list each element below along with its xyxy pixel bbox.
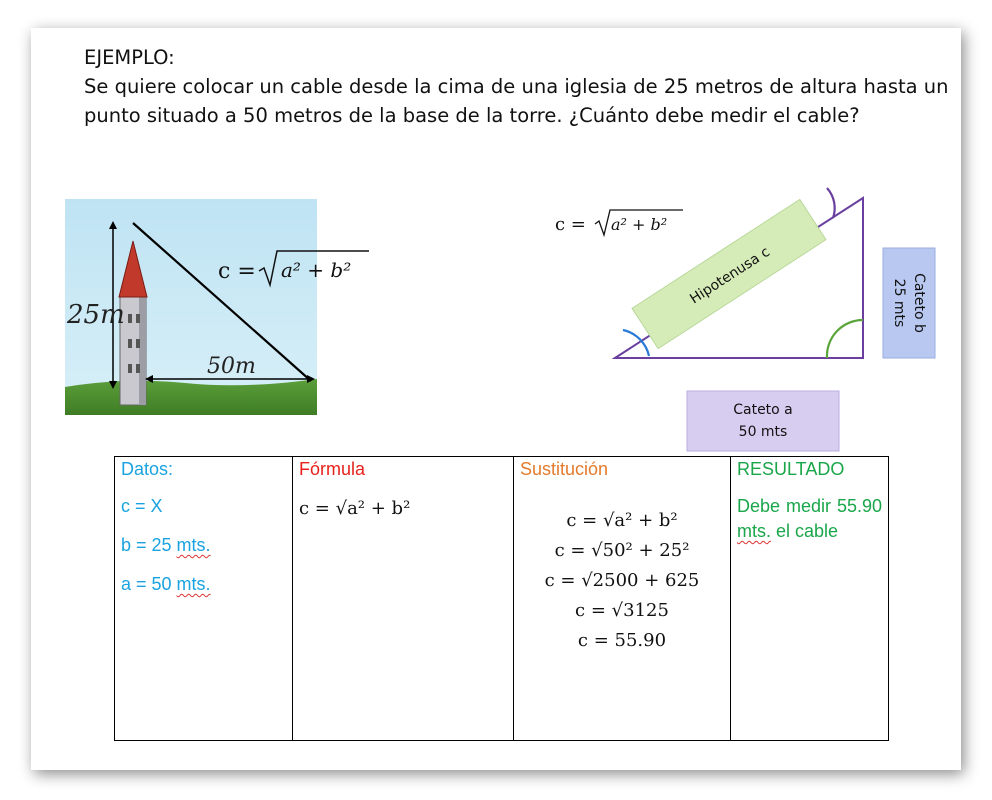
right-triangle-diagram [551, 168, 951, 438]
formula-left-c: c = [218, 259, 256, 284]
cateto-a-value: 50 mts [738, 424, 788, 440]
document-page [31, 28, 961, 770]
angle-arc-right [827, 320, 863, 358]
step-5: c = 55.90 [577, 630, 667, 651]
cateto-b-label: Cateto b [911, 273, 927, 333]
datos-b: b = 25 mts. [121, 535, 211, 555]
sustitucion-cell [514, 457, 731, 741]
angle-arc-top [827, 188, 835, 218]
sustitucion-header: Sustitución [520, 459, 609, 479]
step-2: c = √50² + 25² [554, 540, 690, 561]
datos-a: a = 50 mts. [121, 574, 211, 594]
datos-header: Datos: [121, 459, 174, 479]
formula-header: Fórmula [299, 459, 366, 479]
step-1: c = √a² + b² [566, 510, 678, 531]
grass-ground [65, 379, 317, 415]
angle-arc-left [623, 330, 649, 356]
cateto-a-label: Cateto a [733, 402, 793, 418]
formula-left-expr: a² + b² [281, 258, 352, 282]
formula-cell [293, 457, 514, 741]
solution-table [114, 456, 889, 741]
cateto-a-box [687, 391, 839, 451]
resultado-cell [731, 457, 889, 741]
datos-cell [115, 457, 293, 741]
problem-heading [84, 43, 954, 130]
resultado-text: Debe medir 55.90 mts. el cable [737, 496, 882, 541]
formula-text: c = √a² + b² [299, 498, 411, 519]
formula-right-expr: a² + b² [611, 215, 668, 234]
base-label: 50m [207, 354, 256, 379]
hypotenuse-label: Hipotenusa c [687, 243, 773, 308]
formula-right [555, 210, 683, 235]
example-label: EJEMPLO: [84, 46, 175, 69]
formula-right-c: c = [555, 214, 586, 235]
resultado-header: RESULTADO [737, 459, 845, 479]
problem-statement: Se quiere colocar un cable desde la cima de una iglesia de 25 metros de altura hasta un punto situado a 50 metros de la base de la torre. ¿Cuánto debe medir el cable? [84, 75, 949, 127]
church-cable-illustration [65, 199, 352, 415]
datos-c: c = X [121, 496, 163, 516]
cateto-b-value: 25 mts [891, 278, 907, 328]
sustitucion-steps [520, 506, 724, 656]
height-label: 25m [67, 300, 125, 330]
step-3: c = √2500 + 625 [544, 570, 700, 591]
step-4: c = √3125 [575, 600, 669, 621]
cateto-b-box [883, 248, 935, 358]
